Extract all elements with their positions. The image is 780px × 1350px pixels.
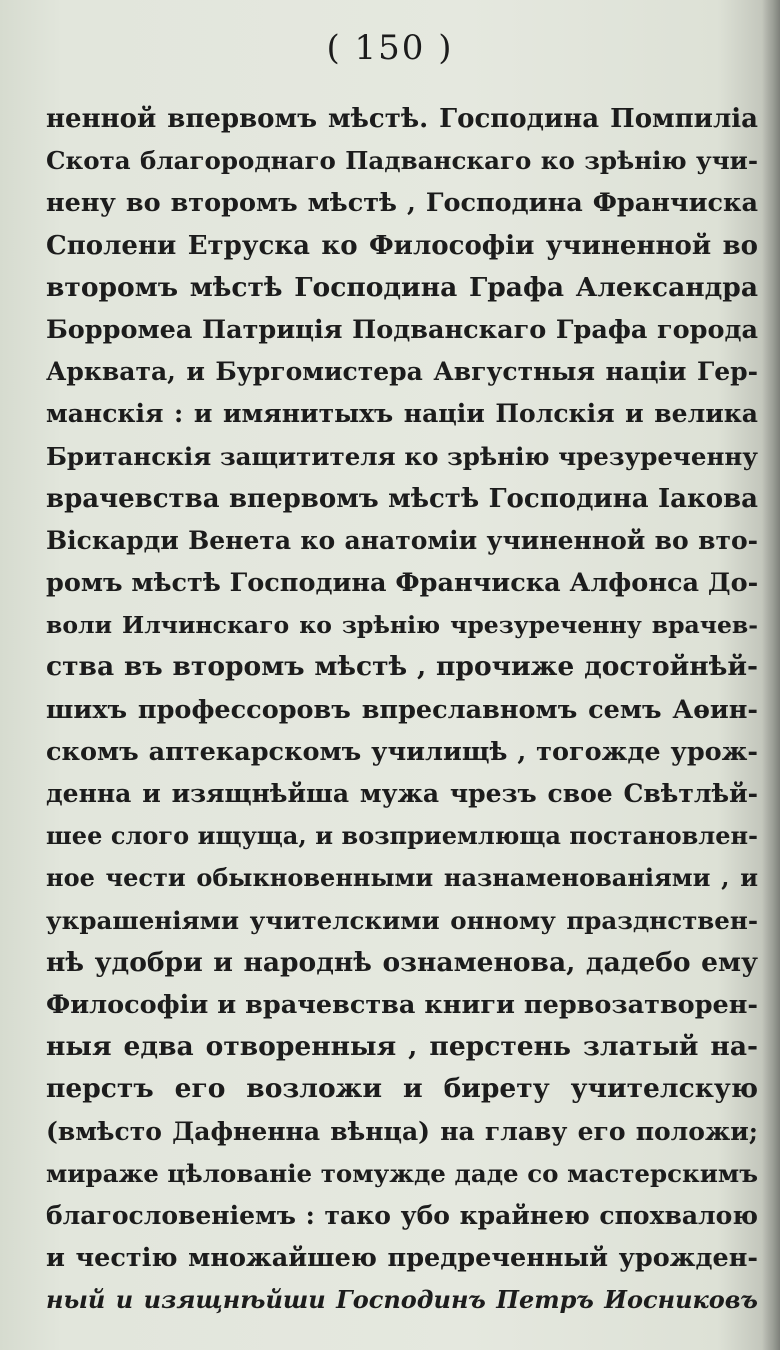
text-line: ныя едва отворенныя , перстень златый на- [46, 1031, 758, 1063]
text-line: Философіи и врачевства книги первозатворен- [46, 989, 758, 1020]
text-line: нену во второмъ мѣстѣ , Господина Франчиска [46, 188, 758, 219]
text-line: врачевства впервомъ мѣстѣ Господина Іакова [46, 483, 758, 514]
body-text [46, 98, 758, 1321]
text-line: скомъ аптекарскомъ училищѣ , тогожде урож- [46, 736, 758, 767]
text-line: Віскарди Венета ко анатоміи учиненной во вто- [46, 525, 758, 555]
text-line: манскія : и имянитыхъ націи Полскія и велика [46, 399, 758, 429]
text-line: Британскія защитителя ко зрѣнію чрезуреченну [46, 441, 758, 471]
text-line: шее слого ищуща, и возприемлюща постановлен- [46, 821, 758, 851]
text-line: Арквата, и Бургомистера Августныя націи Гер- [46, 357, 758, 387]
text-line: Сполени Етруска ко Философіи учиненной во [46, 230, 758, 261]
text-line: Борромеа Патриція Подванскаго Графа города [46, 314, 758, 345]
text-line: ромъ мѣстѣ Господина Франчиска Алфонса До- [46, 568, 758, 599]
page-number: ( 150 ) [326, 28, 454, 68]
text-line: благословеніемъ : тако убо крайнею спохвалою [46, 1200, 758, 1230]
text-line: мираже цѣлованіе томужде даде со мастерскимъ [46, 1158, 758, 1188]
text-line: ства въ второмъ мѣстѣ , прочиже достойнѣй- [46, 651, 758, 683]
text-line: и честію множайшею предреченный урожден- [46, 1243, 758, 1274]
page-edge-shadow [762, 0, 780, 1350]
text-line: денна и изящнѣйша мужа чрезъ свое Свѣтлѣй- [46, 779, 758, 808]
text-line: шихъ профессоровъ впреславномъ семъ Аѳин- [46, 694, 758, 725]
text-line: ненной впервомъ мѣстѣ. Господина Помпиліа [46, 104, 758, 134]
text-line: воли Илчинскаго ко зрѣнію чрезуреченну врачев- [46, 611, 758, 640]
text-line: (вмѣсто Дафненна вѣнца) на главу его положи; [46, 1116, 758, 1146]
text-line: нѣ удобри и народнѣ ознаменова, дадебо ему [46, 946, 758, 978]
text-line: Скота благороднаго Падванскаго ко зрѣнію учи- [46, 146, 758, 176]
text-line: второмъ мѣстѣ Господина Графа Александра [46, 271, 758, 303]
text-line: перстъ его возложи и бирету учителскую [46, 1073, 758, 1105]
text-line: ное чести обыкновенными назнаменованіями , и [46, 863, 758, 893]
text-line: украшеніями учителскими онному празднствен- [46, 905, 758, 935]
text-line-last: ный и изящнѣйши Господинъ Петръ Иосниковъ [46, 1285, 758, 1315]
